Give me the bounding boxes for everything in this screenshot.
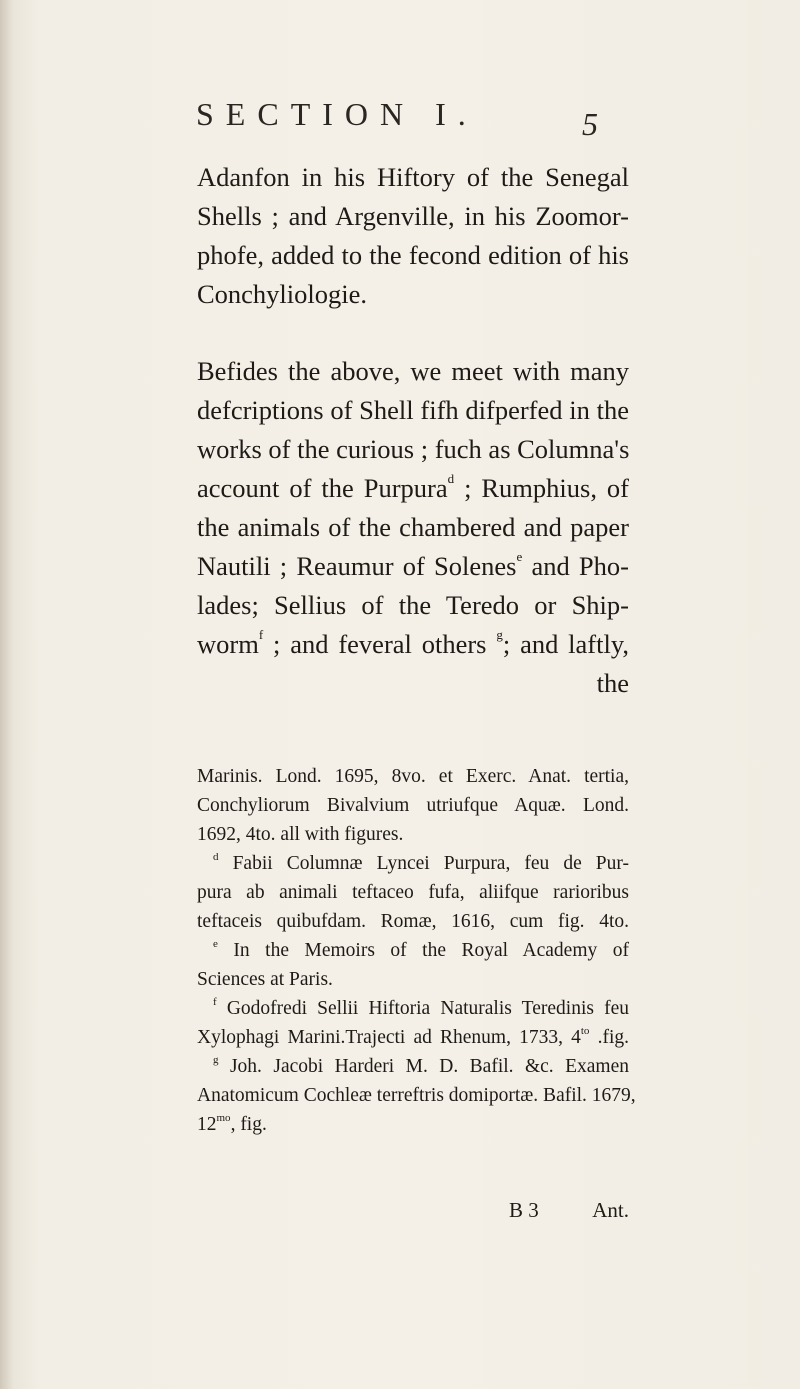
text-fragment: In the Memoirs of the Royal Academy of [233, 940, 629, 961]
text-line: phofe, added to the fecond edition of his [197, 240, 629, 270]
text-line: the animals of the chambered and paper [197, 512, 629, 542]
catchword: Ant. [592, 1198, 629, 1222]
text-line: works of the curious ; fuch as Columna's [197, 434, 630, 464]
text-fragment: fig. [240, 1114, 267, 1135]
text-line: defcriptions of Shell fifh difperfed in the [197, 395, 629, 425]
superscript-mo: mo [216, 1112, 231, 1124]
footnote-line [197, 936, 629, 965]
footnote-line: Marinis. Lond. 1695, 8vo. et Exerc. Anat. tertia, [197, 766, 629, 787]
footnote-mark-g: g [213, 1054, 219, 1066]
section-title: SECTION I. [196, 96, 478, 132]
text-fragment: Joh. Jacobi Harderi M. D. Bafil. &c. Examen [229, 1056, 630, 1077]
text-line: Adanfon in his Hiftory of the Senegal [197, 162, 629, 192]
footnote-line: 1692, 4to. all with figures. [197, 824, 404, 845]
footnote-line: Anatomicum Cochleæ terreftris domiportæ. Bafil. 1679, [197, 1085, 636, 1106]
footnote-line [197, 1110, 629, 1139]
text-line: Befides the above, we meet with many [197, 356, 629, 386]
footnote-line: teftaceis quibufdam. Romæ, 1616, cum fig. 4to. [197, 911, 629, 932]
text-line [197, 625, 629, 664]
text-fragment: Godofredi Sellii Hiftoria Naturalis Teredinis feu [226, 998, 630, 1019]
footnote-line [197, 994, 629, 1023]
page-number: 5 [582, 106, 598, 142]
text-fragment: Fabii Columnæ Lyncei Purpura, feu de Pur- [232, 853, 630, 874]
footnote-ref-e: e [516, 549, 523, 564]
footnote-mark-d: d [213, 851, 219, 863]
footnote-line: Conchyliorum Bivalvium utriufque Aquæ. Lond. [197, 795, 629, 816]
footnote-line [197, 849, 629, 878]
text-line: Conchyliologie. [197, 279, 368, 309]
text-fragment: 12 [197, 1114, 217, 1135]
text-fragment: .fig. [589, 1027, 629, 1048]
text-fragment: account of the Purpura [197, 473, 448, 503]
footnote-mark-e: e [213, 938, 218, 950]
main-text [197, 158, 629, 703]
text-fragment: Nautili ; Reaumur of Solenes [197, 551, 517, 581]
footnote-ref-d: d [447, 471, 455, 486]
paragraph-1 [197, 158, 629, 314]
text-fragment: and Pho- [522, 551, 629, 581]
text-line [197, 547, 629, 586]
footnotes [197, 762, 636, 1139]
text-line: lades; Sellius of the Teredo or Ship- [197, 590, 629, 620]
footnote-line: pura ab animali teftaceo fufa, aliifque rarioribus [197, 882, 629, 903]
footnote-ref-g: g [496, 627, 503, 642]
text-line: Shells ; and Argenville, in his Zoomor- [197, 201, 629, 231]
footnote-line [197, 1052, 629, 1081]
paragraph-2 [197, 352, 629, 703]
footnote-line [197, 1023, 629, 1052]
text-fragment: worm [197, 629, 259, 659]
text-line: the [596, 668, 629, 698]
page-edge-shadow [0, 0, 14, 1389]
text-fragment: , [230, 1114, 241, 1135]
text-line [197, 469, 629, 508]
text-fragment: ; and laftly, [502, 629, 630, 659]
superscript-to: to [580, 1025, 590, 1037]
text-fragment: ; Rumphius, of [454, 473, 629, 503]
signature-mark: B 3 [509, 1198, 539, 1222]
text-fragment: Xylophagi Marini.Trajecti ad Rhenum, 1733, 4 [197, 1027, 581, 1048]
footnote-line: Sciences at Paris. [197, 969, 333, 990]
running-header [196, 96, 636, 142]
footnote-mark-f: f [213, 996, 217, 1008]
text-fragment: ; and feveral others [263, 629, 497, 659]
footnote-ref-f: f [258, 627, 264, 642]
